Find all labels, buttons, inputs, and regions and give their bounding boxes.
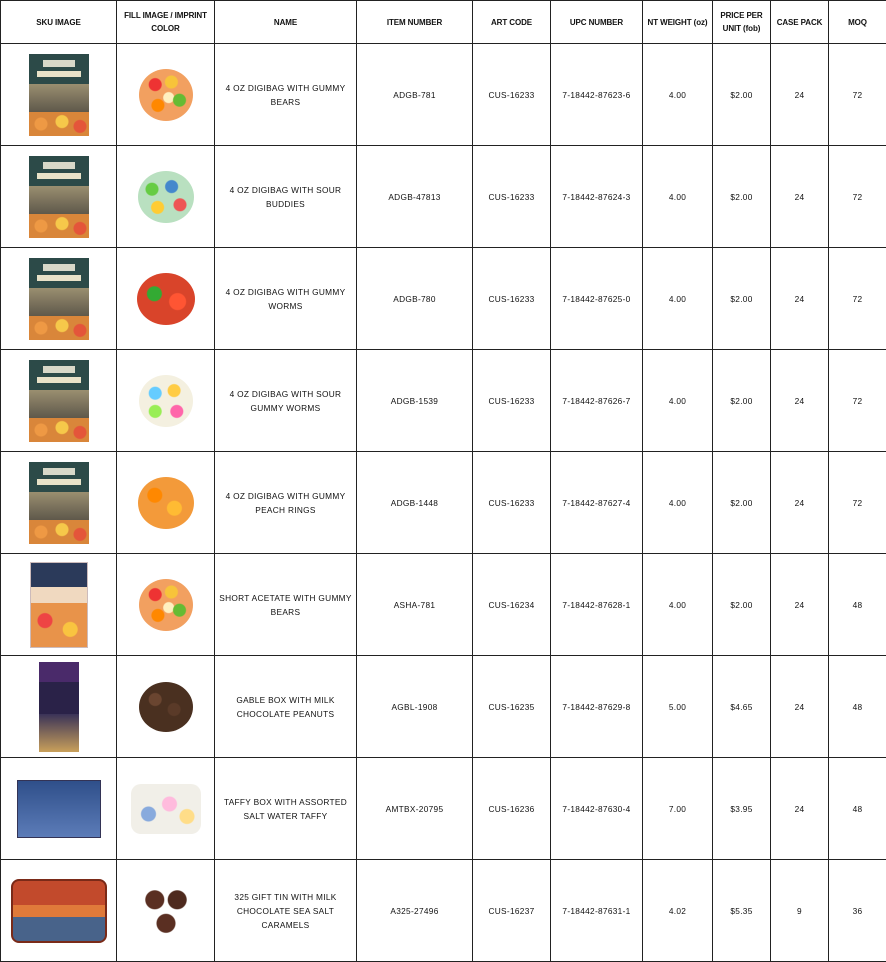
header-name: NAME <box>215 1 357 44</box>
net-weight: 7.00 <box>643 758 713 860</box>
header-fill-image: FILL IMAGE / IMPRINT COLOR <box>117 1 215 44</box>
item-number: ASHA-781 <box>357 554 473 656</box>
sku-image-cell <box>1 860 117 962</box>
gift-tin-icon <box>11 879 107 943</box>
fill-image-cell <box>117 860 215 962</box>
taffy-box-icon <box>17 780 101 838</box>
fill-image-cell <box>117 44 215 146</box>
price: $2.00 <box>713 248 771 350</box>
case-pack: 9 <box>771 860 829 962</box>
table-row <box>1 860 886 962</box>
item-number: ADGB-1539 <box>357 350 473 452</box>
case-pack: 24 <box>771 248 829 350</box>
product-name: 4 OZ DIGIBAG WITH GUMMY WORMS <box>215 248 357 350</box>
fill-image-cell <box>117 350 215 452</box>
item-number: AMTBX-20795 <box>357 758 473 860</box>
net-weight: 4.00 <box>643 554 713 656</box>
art-code: CUS-16233 <box>473 146 551 248</box>
item-number: ADGB-47813 <box>357 146 473 248</box>
fill-image-cell <box>117 656 215 758</box>
case-pack: 24 <box>771 350 829 452</box>
sku-image-cell <box>1 248 117 350</box>
product-name: 325 GIFT TIN WITH MILK CHOCOLATE SEA SALT CARAMELS <box>215 860 357 962</box>
item-number: ADGB-781 <box>357 44 473 146</box>
moq: 48 <box>829 656 886 758</box>
table-row <box>1 248 886 350</box>
fill-image-cell <box>117 758 215 860</box>
digibag-pouch-icon <box>29 156 89 238</box>
fill-image-cell <box>117 146 215 248</box>
sku-image-cell <box>1 656 117 758</box>
digibag-pouch-icon <box>29 258 89 340</box>
sku-image-cell <box>1 554 117 656</box>
fill-image-cell <box>117 452 215 554</box>
item-number: AGBL-1908 <box>357 656 473 758</box>
moq: 72 <box>829 44 886 146</box>
digibag-pouch-icon <box>29 462 89 544</box>
case-pack: 24 <box>771 146 829 248</box>
net-weight: 4.02 <box>643 860 713 962</box>
short-acetate-icon <box>30 562 88 648</box>
chocolate-peanuts-icon <box>139 682 193 732</box>
sku-image-cell <box>1 350 117 452</box>
header-art-code: ART CODE <box>473 1 551 44</box>
header-price: PRICE PER UNIT (fob) <box>713 1 771 44</box>
table-row <box>1 554 886 656</box>
price: $2.00 <box>713 44 771 146</box>
moq: 72 <box>829 146 886 248</box>
gummy-bears-icon <box>139 579 193 631</box>
net-weight: 4.00 <box>643 146 713 248</box>
table-row <box>1 146 886 248</box>
header-net-weight: NT WEIGHT (oz) <box>643 1 713 44</box>
product-name: SHORT ACETATE WITH GUMMY BEARS <box>215 554 357 656</box>
fill-image-cell <box>117 248 215 350</box>
item-number: ADGB-1448 <box>357 452 473 554</box>
case-pack: 24 <box>771 758 829 860</box>
moq: 48 <box>829 758 886 860</box>
table-row <box>1 44 886 146</box>
case-pack: 24 <box>771 44 829 146</box>
upc-number: 7-18442-87631-1 <box>551 860 643 962</box>
gummy-bears-icon <box>139 69 193 121</box>
price: $2.00 <box>713 350 771 452</box>
case-pack: 24 <box>771 656 829 758</box>
moq: 72 <box>829 350 886 452</box>
gummy-peach-rings-icon <box>138 477 194 529</box>
header-sku-image: SKU IMAGE <box>1 1 117 44</box>
art-code: CUS-16235 <box>473 656 551 758</box>
upc-number: 7-18442-87629-8 <box>551 656 643 758</box>
price: $2.00 <box>713 452 771 554</box>
header-upc-number: UPC NUMBER <box>551 1 643 44</box>
product-name: 4 OZ DIGIBAG WITH SOUR GUMMY WORMS <box>215 350 357 452</box>
art-code: CUS-16234 <box>473 554 551 656</box>
product-name: TAFFY BOX WITH ASSORTED SALT WATER TAFFY <box>215 758 357 860</box>
net-weight: 4.00 <box>643 248 713 350</box>
fill-image-cell <box>117 554 215 656</box>
net-weight: 4.00 <box>643 350 713 452</box>
upc-number: 7-18442-87630-4 <box>551 758 643 860</box>
moq: 48 <box>829 554 886 656</box>
case-pack: 24 <box>771 452 829 554</box>
net-weight: 4.00 <box>643 452 713 554</box>
product-name: 4 OZ DIGIBAG WITH GUMMY BEARS <box>215 44 357 146</box>
art-code: CUS-16237 <box>473 860 551 962</box>
art-code: CUS-16233 <box>473 44 551 146</box>
upc-number: 7-18442-87624-3 <box>551 146 643 248</box>
moq: 72 <box>829 248 886 350</box>
upc-number: 7-18442-87627-4 <box>551 452 643 554</box>
price: $2.00 <box>713 554 771 656</box>
sour-buddies-icon <box>138 171 194 223</box>
sea-salt-caramels-icon <box>138 883 194 939</box>
header-item-number: ITEM NUMBER <box>357 1 473 44</box>
header-case-pack: CASE PACK <box>771 1 829 44</box>
sku-image-cell <box>1 452 117 554</box>
sku-image-cell <box>1 758 117 860</box>
art-code: CUS-16233 <box>473 248 551 350</box>
art-code: CUS-16236 <box>473 758 551 860</box>
price: $5.35 <box>713 860 771 962</box>
header-moq: MOQ <box>829 1 886 44</box>
gummy-worms-icon <box>137 273 195 325</box>
item-number: A325-27496 <box>357 860 473 962</box>
digibag-pouch-icon <box>29 360 89 442</box>
table-row <box>1 656 886 758</box>
sour-gummy-worms-icon <box>139 375 193 427</box>
gable-box-icon <box>39 662 79 752</box>
price: $4.65 <box>713 656 771 758</box>
product-name: 4 OZ DIGIBAG WITH GUMMY PEACH RINGS <box>215 452 357 554</box>
upc-number: 7-18442-87625-0 <box>551 248 643 350</box>
net-weight: 5.00 <box>643 656 713 758</box>
upc-number: 7-18442-87623-6 <box>551 44 643 146</box>
product-name: GABLE BOX WITH MILK CHOCOLATE PEANUTS <box>215 656 357 758</box>
case-pack: 24 <box>771 554 829 656</box>
item-number: ADGB-780 <box>357 248 473 350</box>
salt-water-taffy-icon <box>131 784 201 834</box>
sku-image-cell <box>1 44 117 146</box>
net-weight: 4.00 <box>643 44 713 146</box>
upc-number: 7-18442-87626-7 <box>551 350 643 452</box>
art-code: CUS-16233 <box>473 350 551 452</box>
price: $3.95 <box>713 758 771 860</box>
product-name: 4 OZ DIGIBAG WITH SOUR BUDDIES <box>215 146 357 248</box>
upc-number: 7-18442-87628-1 <box>551 554 643 656</box>
art-code: CUS-16233 <box>473 452 551 554</box>
header-row <box>1 1 886 44</box>
table-row <box>1 350 886 452</box>
table-row <box>1 758 886 860</box>
price: $2.00 <box>713 146 771 248</box>
table-row <box>1 452 886 554</box>
moq: 72 <box>829 452 886 554</box>
digibag-pouch-icon <box>29 54 89 136</box>
moq: 36 <box>829 860 886 962</box>
sku-image-cell <box>1 146 117 248</box>
